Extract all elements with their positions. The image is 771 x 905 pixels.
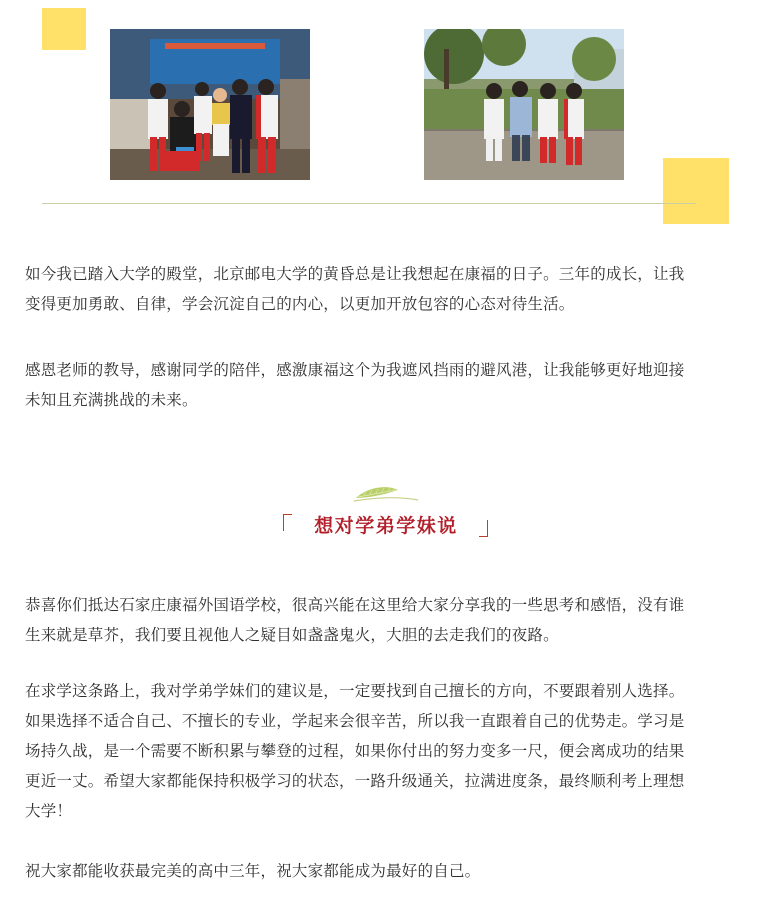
text-line: 祝大家都能收获最完美的高中三年，祝大家都能成为最好的自己。 (25, 862, 481, 880)
left-bracket-decoration (283, 514, 292, 531)
text-line: 如果选择不适合自己、不擅长的专业，学起来会很辛苦，所以我一直跟着自己的优势走。学习是 (25, 712, 685, 730)
text-line: 感恩老师的教导，感谢同学的陪伴，感激康福这个为我遮风挡雨的避风港，让我能够更好地迎接 (25, 361, 685, 379)
paragraph-advice (25, 676, 755, 826)
group-photo-outdoor (424, 29, 624, 180)
section-heading: 想对学弟学妹说 (314, 515, 458, 537)
paragraph-university-life (25, 259, 755, 319)
section-heading-block (0, 510, 771, 540)
text-line: 如今我已踏入大学的殿堂，北京邮电大学的黄昏总是让我想起在康福的日子。三年的成长，让我 (25, 265, 685, 283)
paragraph-gratitude (25, 355, 755, 415)
decorative-yellow-square (42, 8, 86, 50)
text-line: 在求学这条路上，我对学弟学妹们的建议是，一定要找到自己擅长的方向，不要跟着别人选择。 (25, 682, 685, 700)
paragraph-welcome (25, 590, 755, 650)
text-line: 场持久战，是一个需要不断积累与攀登的过程，如果你付出的努力变多一尺，便会离成功的结果 (25, 742, 685, 760)
divider-line (42, 203, 696, 204)
right-bracket-decoration (479, 520, 488, 537)
text-line: 大学！ (25, 802, 73, 820)
text-line: 未知且充满挑战的未来。 (25, 391, 198, 409)
group-photo-indoor (110, 29, 310, 180)
decorative-yellow-square (663, 158, 729, 224)
text-line: 恭喜你们抵达石家庄康福外国语学校，很高兴能在这里给大家分享我的一些思考和感悟，没有谁 (25, 596, 685, 614)
text-line: 生来就是草芥，我们要且视他人之疑目如盏盏鬼火，大胆的去走我们的夜路。 (25, 626, 559, 644)
text-line: 变得更加勇敢、自律，学会沉淀自己的内心，以更加开放包容的心态对待生活。 (25, 295, 575, 313)
wheat-leaf-icon (352, 482, 420, 504)
paragraph-wishes (25, 856, 755, 886)
text-line: 更近一丈。希望大家都能保持积极学习的状态，一路升级通关，拉满进度条，最终顺利考上理想 (25, 772, 685, 790)
